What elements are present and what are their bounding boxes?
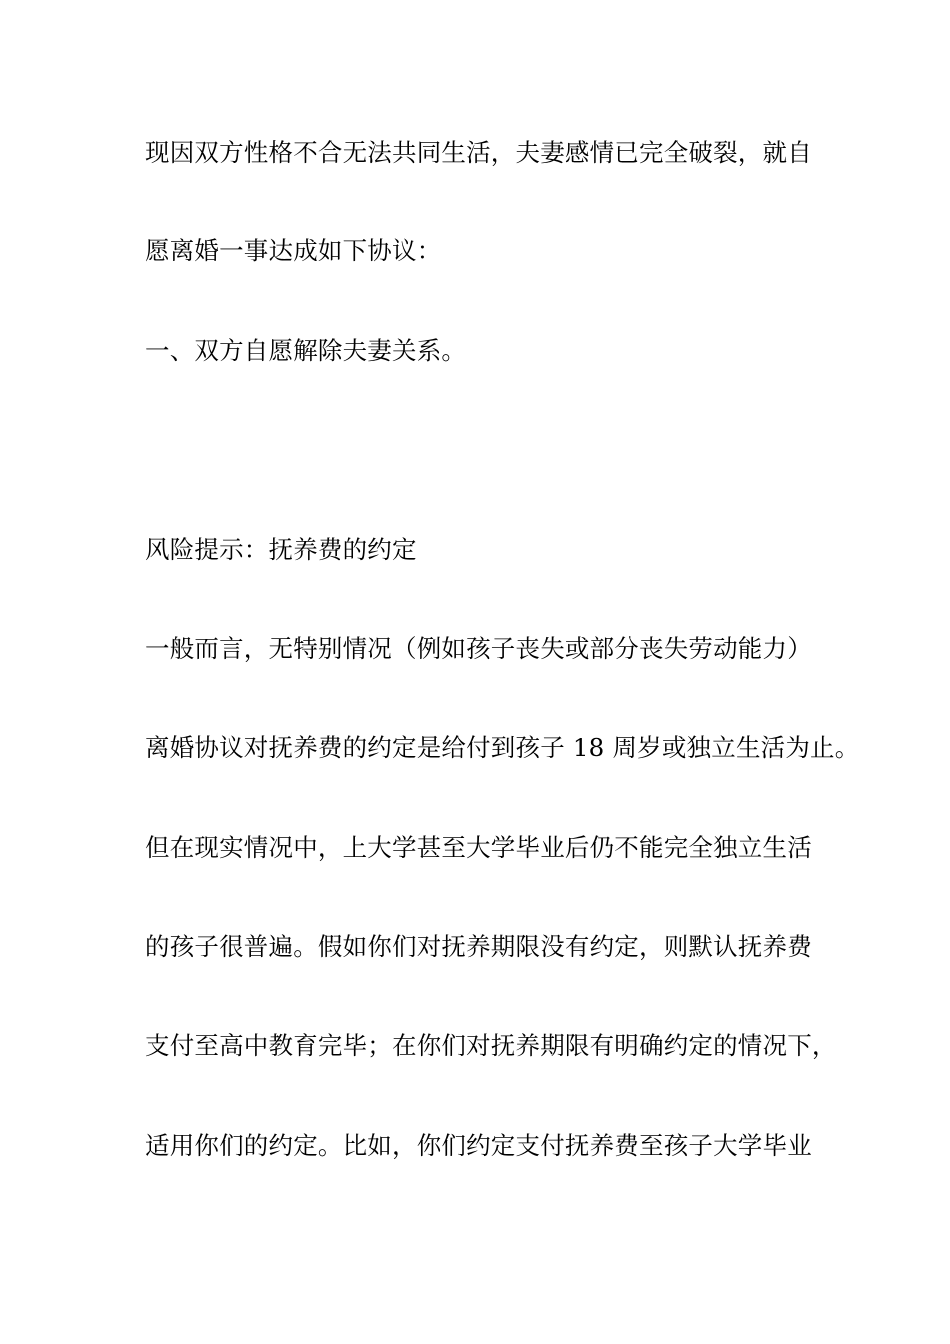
risk-tip-heading: 风险提示：抚养费的约定	[145, 535, 417, 564]
paragraph-line-2: 愿离婚一事达成如下协议：	[145, 236, 442, 265]
paragraph-line-8: 的孩子很普遍。假如你们对抚养期限没有约定，则默认抚养费	[145, 932, 812, 961]
paragraph-line-6: 离婚协议对抚养费的约定是给付到孩子 18 周岁或独立生活为止。	[145, 733, 860, 762]
paragraph-line-5: 一般而言，无特别情况（例如孩子丧失或部分丧失劳动能力）	[145, 634, 812, 663]
paragraph-line-7: 但在现实情况中，上大学甚至大学毕业后仍不能完全独立生活	[145, 833, 812, 862]
paragraph-line-9: 支付至高中教育完毕；在你们对抚养期限有明确约定的情况下，	[145, 1031, 837, 1060]
paragraph-line-1: 现因双方性格不合无法共同生活，夫妻感情已完全破裂，就自	[145, 138, 812, 167]
clause-one: 一、双方自愿解除夫妻关系。	[145, 336, 467, 365]
paragraph-line-10: 适用你们的约定。比如，你们约定支付抚养费至孩子大学毕业	[145, 1131, 812, 1160]
